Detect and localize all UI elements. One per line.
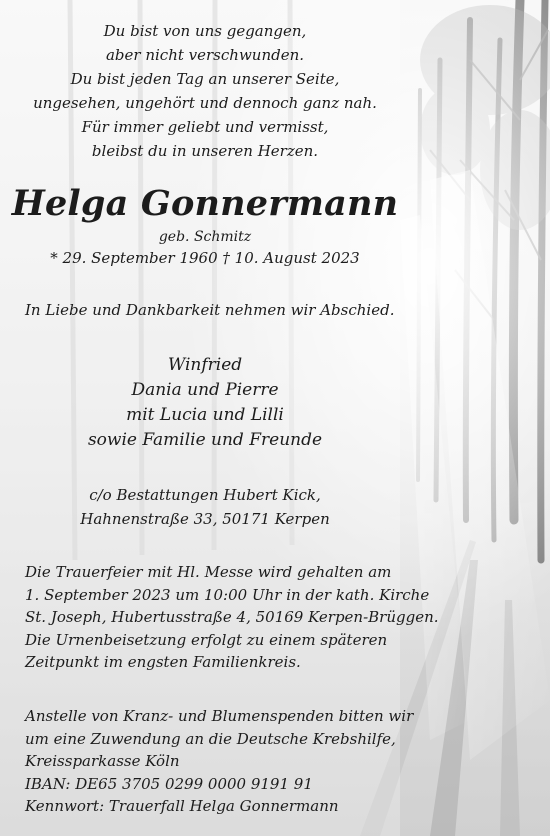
poem-line: bleibst du in unseren Herzen.	[91, 142, 319, 160]
life-dates: * 29. September 1960 † 10. August 2023	[50, 249, 360, 267]
mourner-line: mit Lucia und Lilli	[126, 405, 284, 425]
address-line: c/o Bestattungen Hubert Kick,	[89, 486, 321, 504]
donation-info-line: um eine Zuwendung an die Deutsche Krebshilfe,	[25, 729, 396, 748]
maiden-name: geb. Schmitz	[158, 229, 252, 245]
mourners-list	[0, 353, 410, 453]
deceased-name: Helga Gonnermann	[11, 183, 399, 224]
funeral-info-line: 1. September 2023 um 10:00 Uhr in der kath. Kirche	[25, 585, 430, 604]
donation-info-line: Anstelle von Kranz- und Blumenspenden bitten wir	[25, 707, 414, 725]
mourner-line: Dania und Pierre	[131, 380, 279, 400]
mourner-line: Winfried	[167, 355, 243, 375]
contact-address	[0, 483, 410, 531]
poem-line: Für immer geliebt und vermisst,	[81, 118, 329, 136]
poem-line: aber nicht verschwunden.	[105, 46, 305, 64]
farewell-line: In Liebe und Dankbarkeit nehmen wir Abschied.	[25, 301, 395, 319]
address-line: Hahnenstraße 33, 50171 Kerpen	[80, 510, 330, 528]
memorial-poem	[0, 19, 410, 163]
poem-line: Du bist von uns gegangen,	[103, 22, 307, 40]
donation-iban: IBAN: DE65 3705 0299 0000 9191 91	[25, 774, 313, 793]
funeral-info	[25, 561, 439, 674]
donation-info	[25, 705, 413, 818]
funeral-info-line: Die Trauerfeier mit Hl. Messe wird gehalten am	[25, 563, 392, 581]
funeral-info-line: St. Joseph, Hubertusstraße 4, 50169 Kerpen-Brüggen.	[25, 608, 439, 626]
mourner-line: sowie Familie und Freunde	[87, 430, 323, 450]
poem-line: Du bist jeden Tag an unserer Seite,	[70, 70, 340, 88]
donation-bank-name: Kreissparkasse Köln	[25, 752, 180, 770]
poem-line: ungesehen, ungehört und dennoch ganz nah.	[33, 94, 377, 112]
donation-keyword: Kennwort: Trauerfall Helga Gonnermann	[25, 797, 339, 815]
funeral-info-line: Die Urnenbeisetzung erfolgt zu einem späteren	[25, 630, 388, 649]
funeral-info-line: Zeitpunkt im engsten Familienkreis.	[25, 653, 301, 671]
